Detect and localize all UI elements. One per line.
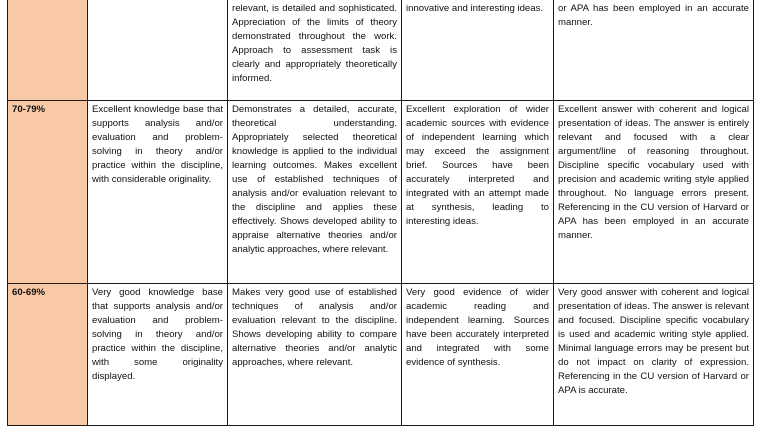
presentation-cell: Excellent answer with coherent and logical presentation of ideas. The answer is entirely relevant and focused with a clear argument/line of reasoning throughout. Discipline specific vocabulary used with precision and academic writing style applied throughout. No language errors present. Referencing in the CU version of Harvard or APA has been employed in an accurate manner. bbox=[554, 100, 754, 283]
grade-band-cell: 70-79% bbox=[8, 100, 88, 283]
research-cell: Very good evidence of wider academic reading and independent learning. Sources have been accurately interpreted and integrated with some evidence of synthesis. bbox=[402, 283, 554, 425]
analysis-cell: Demonstrates a detailed, accurate, theoretical understanding. Appropriately selected theoretical knowledge is applied to the individual learning outcomes. Makes excellent use of established techniques of analysis and/or evaluation relevant to the discipline and applies these effectively. Shows developed ability to appraise alternative theories and/or analytic approaches, where relevant. bbox=[228, 100, 402, 283]
grading-rubric-table bbox=[7, 0, 754, 426]
knowledge-cell: Excellent knowledge base that supports analysis and/or evaluation and problem-solving in theory and/or practice within the discipline, with considerable originality. bbox=[88, 100, 228, 283]
table-row bbox=[8, 0, 754, 100]
analysis-cell: relevant, is detailed and sophisticated. Appreciation of the limits of theory demonstrated throughout the work. Approach to assessment task is clearly and appropriately theoretically informed. bbox=[228, 0, 402, 100]
grade-band-cell: 60-69% bbox=[8, 283, 88, 425]
presentation-cell: or APA has been employed in an accurate manner. bbox=[554, 0, 754, 100]
research-cell: innovative and interesting ideas. bbox=[402, 0, 554, 100]
research-cell: Excellent exploration of wider academic sources with evidence of independent learning which may exceed the assignment brief. Sources have been accurately interpreted and integrated with an attempt made at synthesis, leading to interesting ideas. bbox=[402, 100, 554, 283]
table-row bbox=[8, 100, 754, 283]
knowledge-cell: Very good knowledge base that supports analysis and/or evaluation and problem-solving in theory and/or practice within the discipline, with some originality displayed. bbox=[88, 283, 228, 425]
analysis-cell: Makes very good use of established techniques of analysis and/or evaluation relevant to the discipline. Shows developing ability to compare alternative theories and/or analytic approaches, where relevant. bbox=[228, 283, 402, 425]
table-row bbox=[8, 283, 754, 425]
knowledge-cell bbox=[88, 0, 228, 100]
grade-band-cell bbox=[8, 0, 88, 100]
presentation-cell: Very good answer with coherent and logical presentation of ideas. The answer is relevant and focused. Discipline specific vocabulary is used and academic writing style applied. Minimal language errors may be present but do not impact on clarity of expression. Referencing in the CU version of Harvard or APA is accurate. bbox=[554, 283, 754, 425]
